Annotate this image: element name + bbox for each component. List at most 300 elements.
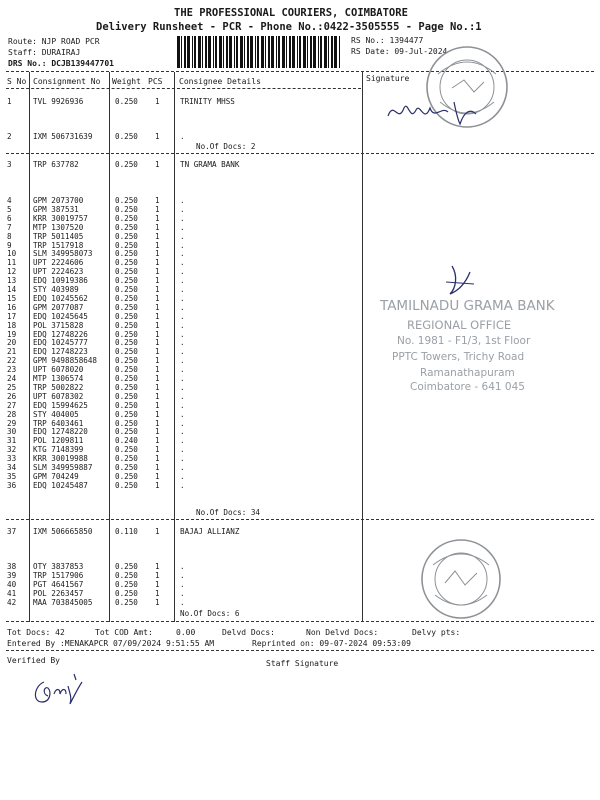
row-pcs: 1 xyxy=(155,320,160,330)
row-consignment: TRP 5002822 xyxy=(33,382,84,392)
row-consignment: MTP 1306574 xyxy=(33,374,84,383)
barcode-bar xyxy=(286,36,287,68)
barcode-bar xyxy=(307,36,308,68)
row-sno: 3 xyxy=(7,160,12,169)
row-weight: 0.250 xyxy=(115,463,138,472)
row-pcs: 1 xyxy=(155,240,160,250)
row-weight: 0.250 xyxy=(115,258,138,268)
row-pcs: 1 xyxy=(155,204,160,214)
staff-value: DURAIRAJ xyxy=(41,48,81,57)
row-sno: 38 xyxy=(7,562,17,571)
barcode-bar xyxy=(187,36,190,68)
row-pcs: 1 xyxy=(155,249,160,259)
row-sno: 9 xyxy=(7,240,12,250)
barcode-bar xyxy=(184,36,186,68)
rs-date-value: 09-Jul-2024 xyxy=(394,47,448,56)
row-pcs: 1 xyxy=(155,445,160,455)
row-sno: 26 xyxy=(7,391,17,401)
row-weight: 0.250 xyxy=(115,382,138,392)
row-dot: . xyxy=(180,338,185,348)
row-dot: . xyxy=(180,329,185,339)
row-dot: . xyxy=(180,391,185,401)
row-sno: 34 xyxy=(7,463,17,472)
tot-docs: Tot Docs: 42 xyxy=(7,628,65,637)
barcode xyxy=(175,36,345,68)
row-sno: 40 xyxy=(7,579,17,589)
barcode-bar xyxy=(244,36,245,68)
table-row xyxy=(0,160,600,169)
rs-date-label: RS Date: xyxy=(351,47,390,56)
row-sno: 29 xyxy=(7,418,17,428)
table-row xyxy=(0,454,600,463)
row-sno: 7 xyxy=(7,222,12,232)
row-sno: 31 xyxy=(7,436,17,446)
table-row xyxy=(0,527,600,536)
row-weight: 0.250 xyxy=(115,562,138,571)
row-pcs: 1 xyxy=(155,196,160,205)
row-weight: 0.240 xyxy=(115,436,138,446)
divider-header xyxy=(6,88,361,89)
row-sno: 36 xyxy=(7,480,17,490)
bank-stamp-line4: PPTC Towers, Trichy Road xyxy=(392,351,525,363)
table-row xyxy=(0,481,600,490)
table-row xyxy=(0,232,600,241)
row-dot: . xyxy=(180,213,185,223)
table-row xyxy=(0,463,600,472)
row-weight: 0.250 xyxy=(115,249,138,259)
row-consignment: STY 404005 xyxy=(33,409,79,419)
row-dot: . xyxy=(180,204,185,214)
row-dot: . xyxy=(180,463,185,472)
barcode-bar xyxy=(229,36,232,68)
row-dot: . xyxy=(180,231,185,241)
bank-stamp-line6: Coimbatore - 641 045 xyxy=(410,381,525,393)
col-consignment: Consignment No xyxy=(33,77,101,86)
row-pcs: 1 xyxy=(155,338,160,348)
drs-row xyxy=(8,59,114,68)
row-dot: . xyxy=(180,480,185,490)
row-pcs: 1 xyxy=(155,97,160,106)
barcode-bar xyxy=(324,36,327,68)
barcode-bar xyxy=(310,36,312,68)
barcode-bar xyxy=(236,36,238,68)
consignee-name: TRINITY MHSS xyxy=(180,97,235,106)
row-weight: 0.250 xyxy=(115,588,138,598)
barcode-bar xyxy=(297,36,298,68)
barcode-bar xyxy=(331,36,333,68)
row-dot: . xyxy=(180,445,185,455)
barcode-bar xyxy=(292,36,295,68)
row-weight: 0.250 xyxy=(115,579,138,589)
col-consignee: Consignee Details xyxy=(179,77,261,86)
row-sno: 37 xyxy=(7,527,17,536)
row-consignment: TRP 5011405 xyxy=(33,231,84,241)
row-sno: 33 xyxy=(7,454,17,464)
row-consignment: TVL 9926936 xyxy=(33,97,84,106)
row-pcs: 1 xyxy=(155,302,160,312)
row-sno: 4 xyxy=(7,196,12,205)
row-dot: . xyxy=(180,374,185,383)
barcode-bar xyxy=(282,36,285,68)
barcode-bar xyxy=(255,36,256,68)
row-sno: 21 xyxy=(7,347,17,357)
table-row xyxy=(0,472,600,481)
row-consignment: UPT 2224623 xyxy=(33,267,84,277)
drs-value: DCJB139447701 xyxy=(51,59,114,68)
row-weight: 0.250 xyxy=(115,570,138,580)
row-pcs: 1 xyxy=(155,356,160,366)
table-row xyxy=(0,445,600,454)
row-weight: 0.250 xyxy=(115,276,138,286)
row-pcs: 1 xyxy=(155,382,160,392)
row-dot: . xyxy=(180,454,185,464)
row-pcs: 1 xyxy=(155,562,160,571)
barcode-bar xyxy=(271,36,274,68)
barcode-bar xyxy=(278,36,280,68)
table-row xyxy=(0,97,600,106)
signature-mark xyxy=(384,94,484,130)
row-weight: 0.250 xyxy=(115,267,138,277)
table-row xyxy=(0,571,600,580)
staff-row xyxy=(8,48,80,57)
row-sno: 10 xyxy=(7,249,17,259)
no-of-docs: No.Of Docs: 34 xyxy=(196,508,261,517)
row-sno: 18 xyxy=(7,320,17,330)
delvd-docs: Delvd Docs: xyxy=(222,628,275,637)
row-pcs: 1 xyxy=(155,527,160,536)
row-weight: 0.250 xyxy=(115,132,138,141)
table-row xyxy=(0,223,600,232)
row-dot: . xyxy=(180,588,185,598)
barcode-bar xyxy=(223,36,224,68)
row-dot: . xyxy=(180,320,185,330)
consignee-name: TN GRAMA BANK xyxy=(180,160,240,169)
divider-bottom xyxy=(6,621,594,622)
row-dot: . xyxy=(180,597,185,607)
table-row xyxy=(0,580,600,589)
row-weight: 0.250 xyxy=(115,427,138,437)
row-dot: . xyxy=(180,132,185,141)
row-consignment: UPT 6078020 xyxy=(33,365,84,375)
barcode-bar xyxy=(339,36,340,68)
table-row xyxy=(0,589,600,598)
row-consignment: EDQ 10245645 xyxy=(33,311,88,321)
row-consignment: POL 3715828 xyxy=(33,320,84,330)
row-pcs: 1 xyxy=(155,400,160,410)
verified-by: Verified By xyxy=(7,656,60,665)
row-pcs: 1 xyxy=(155,285,160,294)
bank-stamp-line2: REGIONAL OFFICE xyxy=(407,318,512,332)
row-pcs: 1 xyxy=(155,374,160,383)
tot-cod-value: 0.00 xyxy=(176,628,196,637)
row-pcs: 1 xyxy=(155,436,160,446)
row-consignment: EDQ 10245777 xyxy=(33,338,88,348)
row-sno: 24 xyxy=(7,374,17,383)
row-sno: 41 xyxy=(7,588,17,598)
barcode-bar xyxy=(226,36,228,68)
row-pcs: 1 xyxy=(155,311,160,321)
row-consignment: KTG 7148399 xyxy=(33,445,84,455)
row-sno: 13 xyxy=(7,276,17,286)
row-pcs: 1 xyxy=(155,597,160,607)
delvy-pts: Delvy pts: xyxy=(412,628,461,637)
row-weight: 0.250 xyxy=(115,196,138,205)
row-sno: 19 xyxy=(7,329,17,339)
row-pcs: 1 xyxy=(155,427,160,437)
row-weight: 0.250 xyxy=(115,471,138,481)
row-consignment: TRP 637782 xyxy=(33,160,79,169)
row-consignment: TRP 6403461 xyxy=(33,418,84,428)
non-delvd-docs: Non Delvd Docs: xyxy=(306,628,379,637)
row-weight: 0.250 xyxy=(115,329,138,339)
row-consignment: IXM 506731639 xyxy=(33,132,93,141)
row-dot: . xyxy=(180,267,185,277)
table-row xyxy=(0,196,600,205)
row-consignment: EDQ 12748220 xyxy=(33,427,88,437)
row-consignment: IXM 506665850 xyxy=(33,527,93,536)
row-weight: 0.250 xyxy=(115,204,138,214)
table-row xyxy=(0,132,600,141)
row-pcs: 1 xyxy=(155,418,160,428)
row-consignment: MAA 703845005 xyxy=(33,597,93,607)
row-sno: 1 xyxy=(7,97,12,106)
row-pcs: 1 xyxy=(155,222,160,232)
row-consignment: EDQ 10919386 xyxy=(33,276,88,286)
barcode-bar xyxy=(234,36,235,68)
barcode-bar xyxy=(320,36,322,68)
barcode-bar xyxy=(265,36,266,68)
barcode-bar xyxy=(213,36,214,68)
rs-no-row xyxy=(351,36,423,45)
barcode-bar xyxy=(303,36,306,68)
row-sno: 25 xyxy=(7,382,17,392)
barcode-bar xyxy=(177,36,180,68)
row-consignment: MTP 1307520 xyxy=(33,222,84,232)
divider-footer xyxy=(6,650,594,651)
row-pcs: 1 xyxy=(155,276,160,286)
row-sno: 22 xyxy=(7,356,17,366)
row-dot: . xyxy=(180,258,185,268)
row-dot: . xyxy=(180,382,185,392)
row-sno: 39 xyxy=(7,570,17,580)
barcode-bar xyxy=(318,36,319,68)
row-sno: 2 xyxy=(7,132,12,141)
route-value: NJP ROAD PCR xyxy=(41,37,100,46)
bank-stamp-line1: TAMILNADU GRAMA BANK xyxy=(380,298,555,314)
table-row xyxy=(0,205,600,214)
row-weight: 0.250 xyxy=(115,347,138,357)
row-dot: . xyxy=(180,293,185,303)
company-title: THE PROFESSIONAL COURIERS, COIMBATORE xyxy=(174,7,408,19)
row-pcs: 1 xyxy=(155,258,160,268)
row-dot: . xyxy=(180,471,185,481)
row-consignment: EDQ 10245487 xyxy=(33,480,88,490)
row-dot: . xyxy=(180,222,185,232)
table-row xyxy=(0,392,600,401)
row-consignment: EDQ 12748223 xyxy=(33,347,88,357)
barcode-bar xyxy=(276,36,277,68)
round-seal-bottom xyxy=(419,537,503,621)
table-row xyxy=(0,276,600,285)
row-weight: 0.250 xyxy=(115,418,138,428)
barcode-bar xyxy=(215,36,217,68)
row-consignment: POL 1209811 xyxy=(33,436,84,446)
row-pcs: 1 xyxy=(155,267,160,277)
row-pcs: 1 xyxy=(155,471,160,481)
barcode-bar xyxy=(334,36,337,68)
row-weight: 0.250 xyxy=(115,320,138,330)
row-dot: . xyxy=(180,356,185,366)
reprinted-on: Reprinted on: 09-07-2024 09:53:09 xyxy=(252,639,411,648)
row-pcs: 1 xyxy=(155,588,160,598)
row-consignment: KRR 30019988 xyxy=(33,454,88,464)
row-sno: 27 xyxy=(7,400,17,410)
barcode-bar xyxy=(299,36,301,68)
row-weight: 0.250 xyxy=(115,480,138,490)
row-sno: 32 xyxy=(7,445,17,455)
col-weight: Weight xyxy=(112,77,141,86)
row-dot: . xyxy=(180,409,185,419)
row-weight: 0.250 xyxy=(115,293,138,303)
row-pcs: 1 xyxy=(155,391,160,401)
row-weight: 0.250 xyxy=(115,409,138,419)
row-pcs: 1 xyxy=(155,570,160,580)
row-pcs: 1 xyxy=(155,365,160,375)
row-dot: . xyxy=(180,196,185,205)
col-signature: Signature xyxy=(366,74,410,83)
row-sno: 8 xyxy=(7,231,12,241)
no-of-docs: No.Of Docs: 2 xyxy=(196,142,256,151)
row-pcs: 1 xyxy=(155,454,160,464)
barcode-bar xyxy=(250,36,253,68)
barcode-bar xyxy=(261,36,264,68)
row-dot: . xyxy=(180,276,185,286)
row-consignment: KRR 30019757 xyxy=(33,213,88,223)
row-sno: 14 xyxy=(7,285,17,294)
table-row xyxy=(0,241,600,250)
table-row xyxy=(0,410,600,419)
table-row xyxy=(0,267,600,276)
row-weight: 0.110 xyxy=(115,527,138,536)
col-pcs: PCS xyxy=(148,77,163,86)
row-consignment: OTY 3837853 xyxy=(33,562,84,571)
row-sno: 6 xyxy=(7,213,12,223)
table-row xyxy=(0,249,600,258)
barcode-bar xyxy=(205,36,207,68)
row-pcs: 1 xyxy=(155,480,160,490)
table-row xyxy=(0,401,600,410)
row-consignment: SLM 349958073 xyxy=(33,249,93,259)
barcode-bar xyxy=(247,36,249,68)
row-dot: . xyxy=(180,427,185,437)
row-sno: 23 xyxy=(7,365,17,375)
entered-by: Entered By :MENAKAPCR 07/09/2024 9:51:55 AM xyxy=(7,639,215,648)
row-consignment: GPM 387531 xyxy=(33,204,79,214)
row-dot: . xyxy=(180,249,185,259)
consignee-name: BAJAJ ALLIANZ xyxy=(180,527,240,536)
row-pcs: 1 xyxy=(155,329,160,339)
bank-stamp-line5: Ramanathapuram xyxy=(420,367,515,379)
row-weight: 0.250 xyxy=(115,302,138,312)
row-consignment: UPT 6078302 xyxy=(33,391,84,401)
row-dot: . xyxy=(180,418,185,428)
barcode-bar xyxy=(219,36,222,68)
table-row xyxy=(0,436,600,445)
row-sno: 35 xyxy=(7,471,17,481)
row-consignment: UPT 2224606 xyxy=(33,258,84,268)
table-row xyxy=(0,285,600,294)
table-row xyxy=(0,419,600,428)
divider-group xyxy=(6,153,594,154)
barcode-bar xyxy=(289,36,291,68)
row-pcs: 1 xyxy=(155,213,160,223)
row-sno: 28 xyxy=(7,409,17,419)
row-consignment: STY 403989 xyxy=(33,285,79,294)
row-dot: . xyxy=(180,347,185,357)
row-weight: 0.250 xyxy=(115,374,138,383)
row-sno: 5 xyxy=(7,204,12,214)
no-of-docs: No.Of Docs: 6 xyxy=(180,609,240,618)
row-sno: 17 xyxy=(7,311,17,321)
table-row xyxy=(0,427,600,436)
tot-cod-label: Tot COD Amt: xyxy=(95,628,153,637)
row-weight: 0.250 xyxy=(115,597,138,607)
barcode-bar xyxy=(268,36,270,68)
row-weight: 0.250 xyxy=(115,400,138,410)
row-pcs: 1 xyxy=(155,463,160,472)
barcode-bar xyxy=(194,36,196,68)
row-consignment: TRP 1517918 xyxy=(33,240,84,250)
row-pcs: 1 xyxy=(155,160,160,169)
row-dot: . xyxy=(180,436,185,446)
row-dot: . xyxy=(180,570,185,580)
route-label: Route: xyxy=(8,37,37,46)
row-sno: 20 xyxy=(7,338,17,348)
route-row xyxy=(8,37,100,46)
row-weight: 0.250 xyxy=(115,97,138,106)
table-row xyxy=(0,214,600,223)
row-weight: 0.250 xyxy=(115,356,138,366)
row-weight: 0.250 xyxy=(115,445,138,455)
table-row xyxy=(0,562,600,571)
row-dot: . xyxy=(180,579,185,589)
row-weight: 0.250 xyxy=(115,160,138,169)
barcode-bar xyxy=(198,36,201,68)
row-sno: 12 xyxy=(7,267,17,277)
row-pcs: 1 xyxy=(155,293,160,303)
barcode-bar xyxy=(240,36,243,68)
row-weight: 0.250 xyxy=(115,454,138,464)
barcode-bar xyxy=(313,36,316,68)
divider-group xyxy=(6,519,594,520)
drs-label: DRS No.: xyxy=(8,59,47,68)
row-dot: . xyxy=(180,562,185,571)
row-sno: 42 xyxy=(7,597,17,607)
row-dot: . xyxy=(180,240,185,250)
row-dot: . xyxy=(180,302,185,312)
row-dot: . xyxy=(180,400,185,410)
col-sno: S No xyxy=(7,77,27,86)
row-dot: . xyxy=(180,285,185,294)
barcode-bar xyxy=(202,36,203,68)
row-consignment: GPM 2077087 xyxy=(33,302,84,312)
row-consignment: EDQ 15994625 xyxy=(33,400,88,410)
rs-no-value: 1394477 xyxy=(389,36,424,45)
rs-no-label: RS No.: xyxy=(351,36,385,45)
row-consignment: GPM 704249 xyxy=(33,471,79,481)
row-weight: 0.250 xyxy=(115,311,138,321)
row-sno: 15 xyxy=(7,293,17,303)
